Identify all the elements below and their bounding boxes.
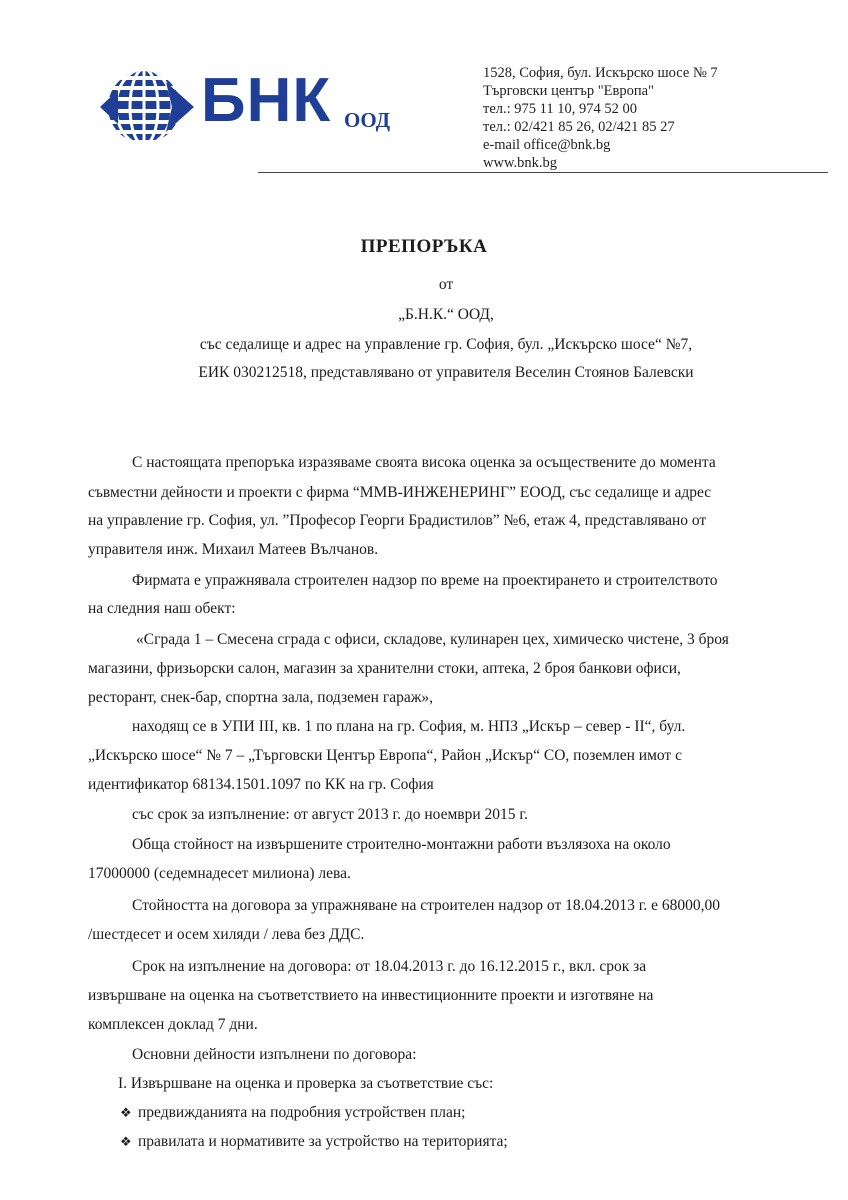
email-line: e-mail office@bnk.bg	[483, 137, 611, 153]
from-label: от	[438, 276, 454, 293]
globe-arrow-icon	[96, 62, 196, 152]
paragraph-line: комплексен доклад 7 дни.	[88, 1016, 258, 1033]
paragraph-line: магазини, фризьорски салон, магазин за хранителни стоки, аптека, 2 броя банкови офиси,	[88, 660, 681, 677]
paragraph-line: извършване на оценка на съответствието на инвестиционните проекти и изготвяне на	[88, 987, 654, 1004]
document-title: ПРЕПОРЪКА	[360, 236, 488, 257]
paragraph-line: на следния наш обект:	[88, 600, 236, 617]
phone-line-1: тел.: 975 11 10, 974 52 00	[483, 101, 637, 117]
letterhead-divider	[258, 172, 828, 173]
paragraph-line: идентификатор 68134.1501.1097 по КК на гр. София	[88, 776, 434, 793]
section-heading: I. Извършване на оценка и проверка за съответствие със:	[118, 1075, 494, 1092]
paragraph-line: «Сграда 1 – Смесена сграда с офиси, складове, кулинарен цех, химическо чистене, 3 броя	[136, 631, 729, 648]
list-item-text: правилата и нормативите за устройство на територията;	[138, 1133, 508, 1150]
paragraph-line: на управление гр. София, ул. ”Професор Георги Брадистилов” №6, етаж 4, представлявано от	[88, 512, 707, 529]
issuer-eik: ЕИК 030212518, представлявано от управителя Веселин Стоянов Балевски	[198, 364, 694, 381]
paragraph-line: съвместни дейности и проекти с фирма “ММВ-ИНЖЕНЕРИНГ” ЕООД, със седалище и адрес	[88, 484, 712, 501]
company-name: БНК	[201, 66, 332, 135]
center-name: Търговски център "Европа"	[483, 83, 654, 99]
paragraph-line: Основни дейности изпълнени по договора:	[132, 1046, 417, 1063]
paragraph-line: 17000000 (седемнадесет милиона) лева.	[88, 865, 351, 882]
list-item-text: предвижданията на подробния устройствен план;	[138, 1104, 466, 1121]
paragraph-line: Фирмата е упражнявала строителен надзор по време на проектирането и строителството	[132, 572, 718, 589]
paragraph-line: със срок за изпълнение: от август 2013 г. до ноември 2015 г.	[132, 806, 528, 823]
bullet-icon: ❖	[120, 1134, 132, 1149]
website-line: www.bnk.bg	[483, 155, 557, 171]
paragraph-line: „Искърско шосе“ № 7 – „Търговски Център Европа“, Район „Искър“ СО, поземлен имот с	[88, 747, 682, 764]
paragraph-line: /шестдесет и осем хиляди / лева без ДДС.	[88, 926, 365, 943]
issuer-name: „Б.Н.К.“ ООД,	[398, 306, 494, 323]
paragraph-line: Срок на изпълнение на договора: от 18.04.2013 г. до 16.12.2015 г., вкл. срок за	[132, 958, 647, 975]
issuer-seat: със седалище и адрес на управление гр. София, бул. „Искърско шосе“ №7,	[199, 336, 693, 353]
address-line: 1528, София, бул. Искърско шосе № 7	[483, 65, 718, 81]
list-item	[120, 1104, 465, 1122]
phone-line-2: тел.: 02/421 85 26, 02/421 85 27	[483, 119, 675, 135]
paragraph-line: управителя инж. Михаил Матеев Вълчанов.	[88, 541, 379, 558]
paragraph-line: Обща стойност на извършените строително-монтажни работи възлязоха на около	[132, 836, 671, 853]
paragraph-line: ресторант, снек-бар, спортна зала, подземен гараж»,	[88, 689, 434, 706]
contact-block	[483, 64, 718, 172]
paragraph-line: С настоящата препоръка изразяваме своята висока оценка за осъществените до момента	[132, 454, 716, 471]
list-item	[120, 1133, 508, 1151]
company-logo	[96, 62, 396, 152]
paragraph-line: находящ се в УПИ III, кв. 1 по плана на гр. София, м. НПЗ „Искър – север - II“, бул.	[132, 718, 686, 735]
bullet-icon: ❖	[120, 1105, 132, 1120]
paragraph-line: Стойността на договора за упражняване на строителен надзор от 18.04.2013 г. е 68000,00	[132, 897, 720, 914]
company-suffix: ООД	[344, 108, 391, 132]
